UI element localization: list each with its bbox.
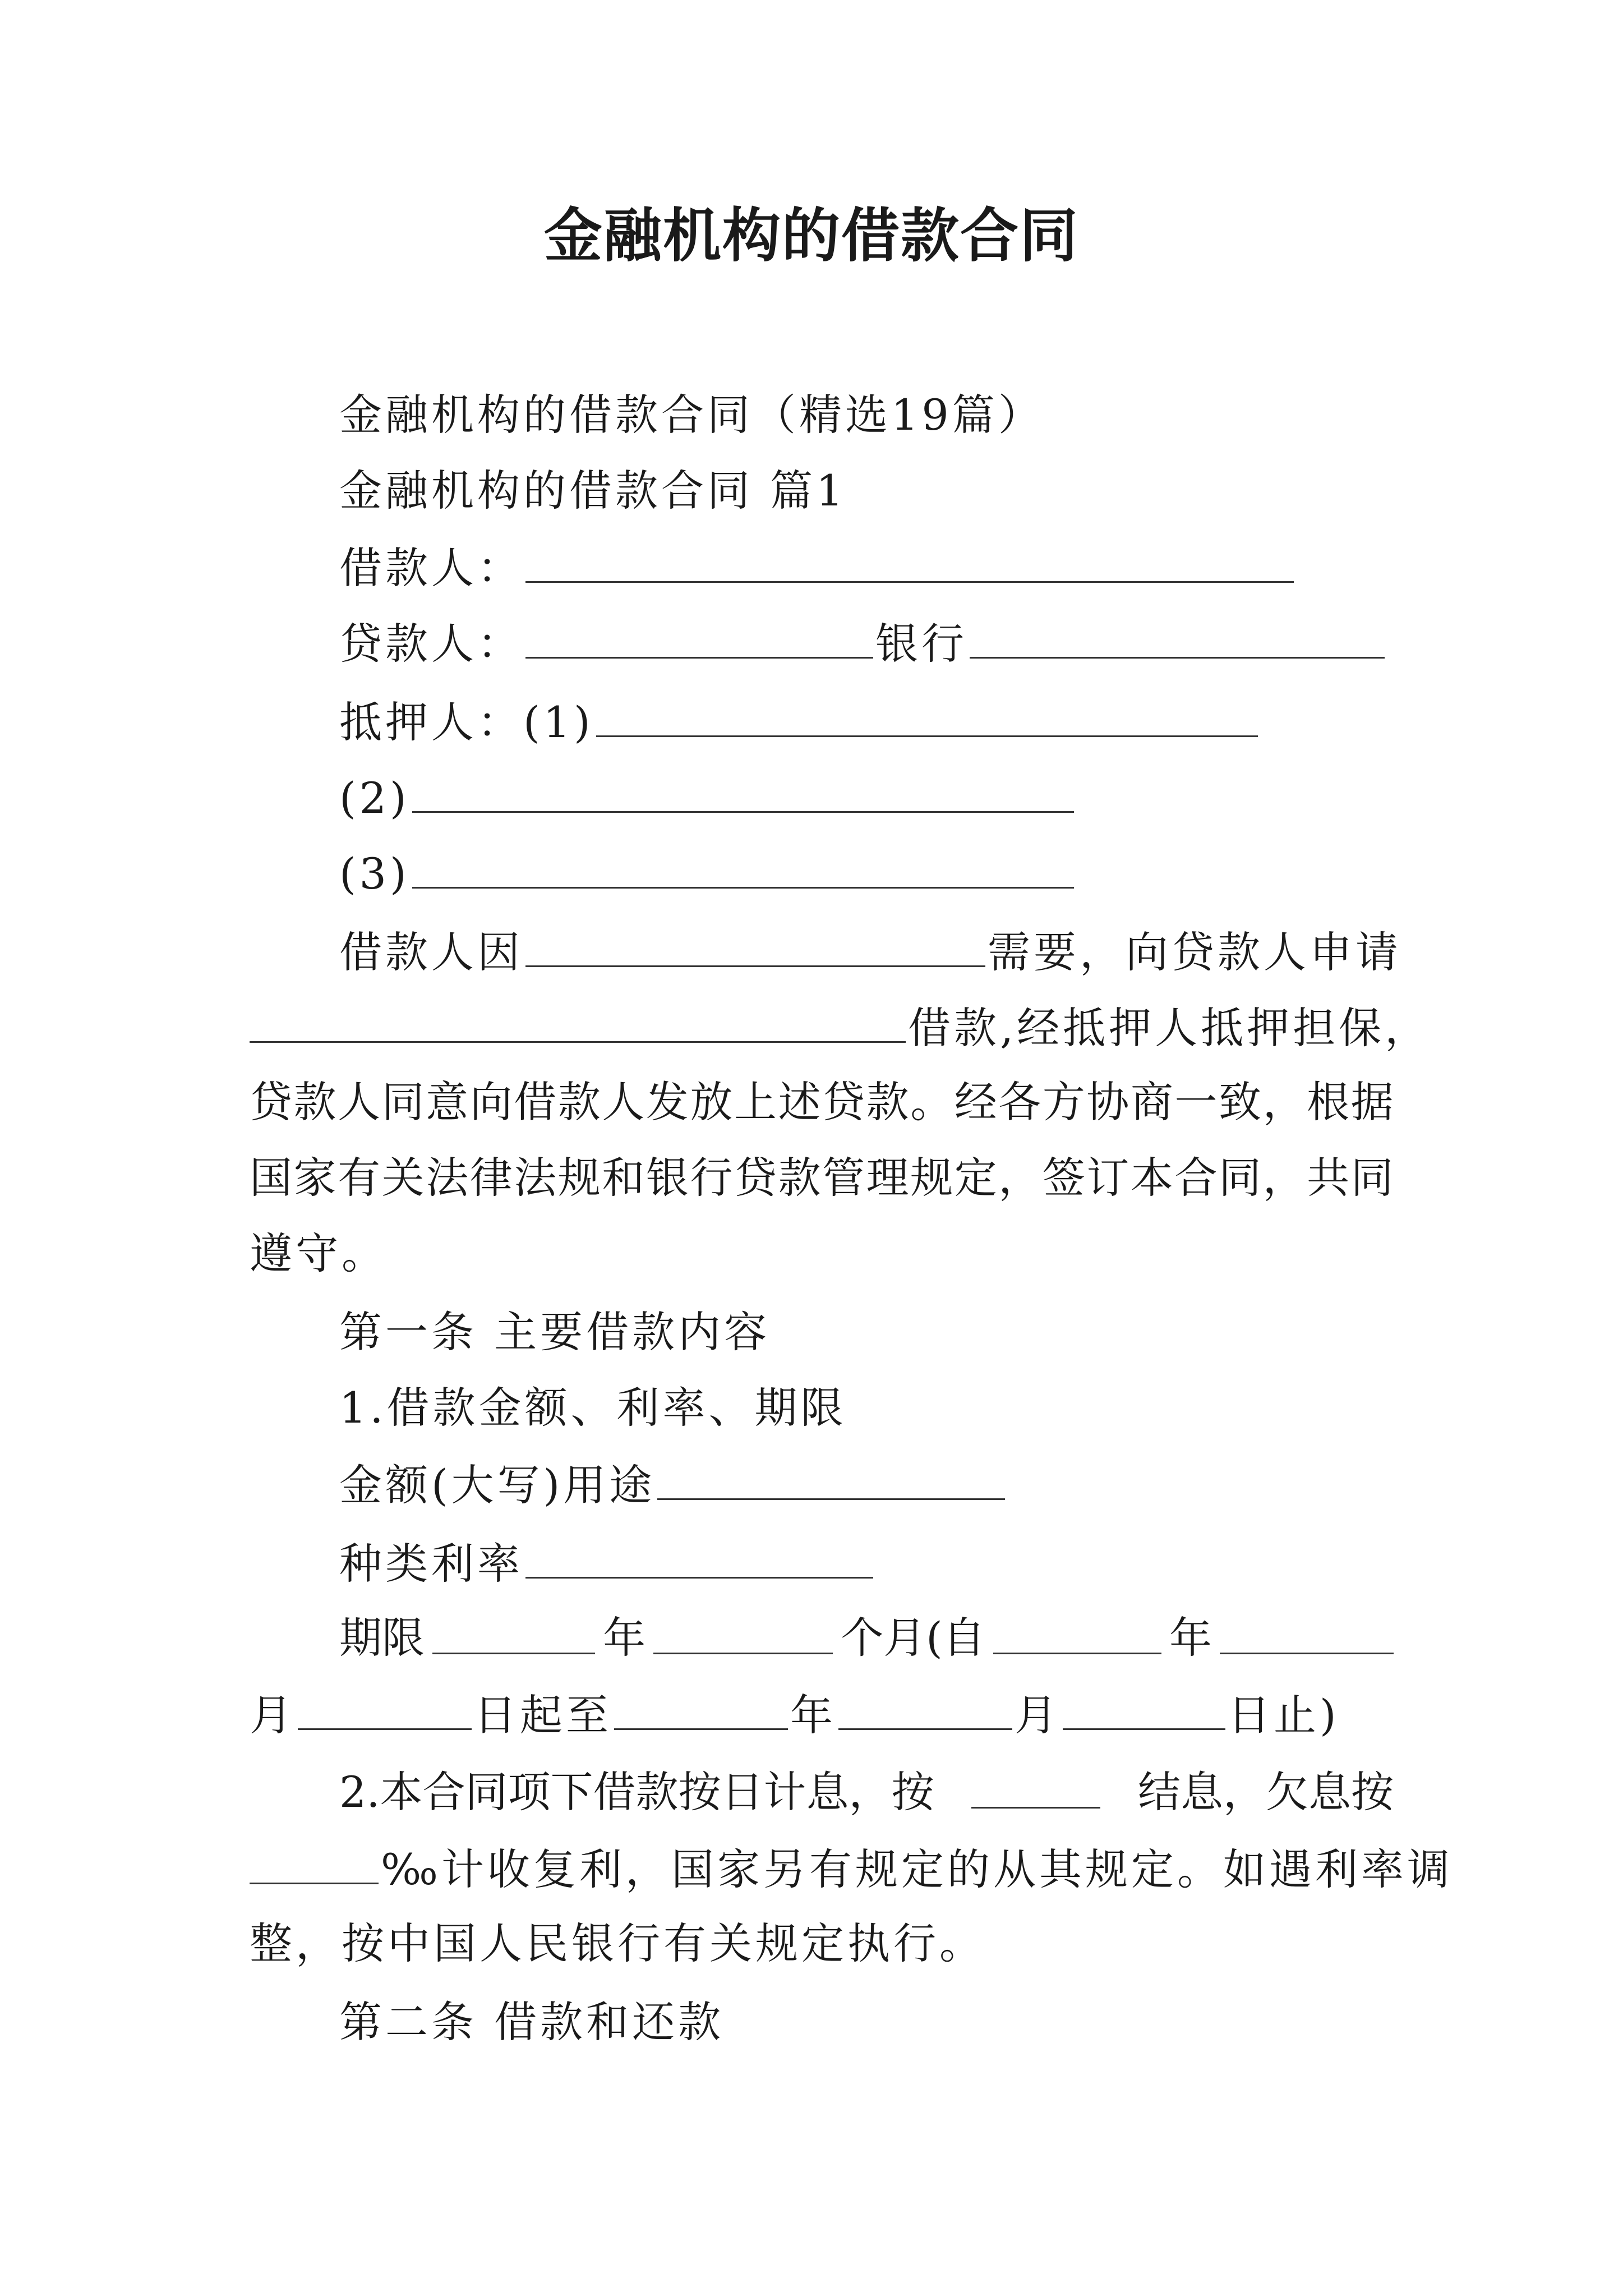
end-year-blank (614, 1686, 788, 1730)
article-1-heading: 第一条 主要借款内容 (339, 1307, 771, 1357)
item-2-line-3: 整，按中国人民银行有关规定执行。 (250, 1918, 985, 1968)
mortgagor-blank-1 (596, 693, 1258, 737)
start-year-text: 年 (1169, 1613, 1212, 1663)
start-day-blank (298, 1686, 472, 1730)
purpose-use-blank (657, 1456, 1005, 1500)
rate-label: 种类利率 (339, 1539, 523, 1589)
mortgagor-blank-3 (412, 844, 1074, 889)
document-title: 金融机构的借款合同 (543, 201, 1079, 270)
borrower-label: 借款人： (339, 543, 523, 593)
mortgagor-2-label: (2) (339, 773, 410, 823)
rate-line (339, 1534, 875, 1592)
lender-line (339, 614, 1387, 672)
article-2-heading: 第二条 借款和还款 (339, 1997, 725, 2047)
term-years-blank (432, 1610, 595, 1654)
borrower-blank (525, 539, 1294, 583)
end-month-blank (838, 1686, 1012, 1730)
rate-blank (525, 1534, 873, 1579)
term-label: 期限 (339, 1613, 425, 1663)
term-line-1 (339, 1610, 1394, 1666)
borrower-line (339, 539, 1296, 596)
day-end-text: 日止) (1228, 1690, 1340, 1740)
start-month-blank (1220, 1610, 1394, 1654)
preamble-text-2b: 借款,经抵押人抵押担保， (908, 1003, 1431, 1053)
amount-line (339, 1456, 1007, 1513)
loan-amount-blank (250, 999, 906, 1043)
end-year-text: 年 (790, 1690, 836, 1740)
preamble-line-5: 遵守。 (250, 1228, 388, 1278)
day-to-text: 日起至 (474, 1690, 612, 1740)
start-year-blank (993, 1610, 1161, 1654)
item-2-line-2 (250, 1840, 1453, 1898)
purpose-blank (525, 923, 985, 967)
lender-label: 贷款人： (339, 619, 523, 669)
preamble-line-4: 国 家 有 关 法 律 法 规 和 银 行 贷 款 管 理 规 定 ， 签 订 本 合 同 ， 共 同 (250, 1153, 1394, 1203)
article-1-item-1: 1.借款金额、利率、期限 (339, 1383, 847, 1433)
preamble-line-2 (250, 999, 1431, 1056)
amount-label: 金额(大写)用途 (339, 1460, 656, 1510)
preamble-text-1a: 借款人因 (339, 927, 523, 977)
settlement-blank (971, 1764, 1100, 1809)
term-months-from-text: 个月(自 (841, 1613, 985, 1663)
item-2-text-c: ‰计收复利，国家另有规定的从其规定。如遇利率调 (381, 1844, 1453, 1894)
lender-bank-text: 银行 (875, 619, 967, 669)
start-month-text: 月 (250, 1690, 296, 1740)
term-months-blank (653, 1610, 833, 1654)
mortgagor-label: 抵押人：(1) (339, 697, 594, 747)
end-month-text: 月 (1015, 1690, 1061, 1740)
preamble-text-1b: 需要，向贷款人申请 (988, 927, 1401, 977)
preamble-line-1 (339, 923, 1401, 981)
item-2-text-a: 2.本合同项下借款按日计息，按 (339, 1767, 934, 1817)
lender-blank-2 (970, 614, 1385, 659)
mortgagor-blank-2 (412, 769, 1074, 813)
mortgagor-line-3 (339, 844, 1076, 902)
lender-blank-1 (525, 614, 873, 659)
mortgagor-line-2 (339, 769, 1076, 826)
mortgagor-3-label: (3) (339, 849, 410, 899)
term-year-text: 年 (603, 1613, 646, 1663)
section-heading: 金融机构的借款合同 篇1 (339, 466, 847, 516)
item-2-text-b: 结息，欠息按 (1137, 1767, 1394, 1817)
preamble-line-3: 贷 款 人 同 意 向 借 款 人 发 放 上 述 贷 款 。 经 各 方 协 商 一 致 ， 根 据 (250, 1077, 1394, 1127)
end-day-blank (1063, 1686, 1225, 1730)
item-2-line-1 (339, 1764, 1394, 1820)
term-line-2 (250, 1686, 1394, 1743)
compound-rate-blank (250, 1840, 379, 1884)
document-subtitle: 金融机构的借款合同（精选19篇） (339, 390, 1044, 440)
mortgagor-line-1 (339, 693, 1260, 751)
